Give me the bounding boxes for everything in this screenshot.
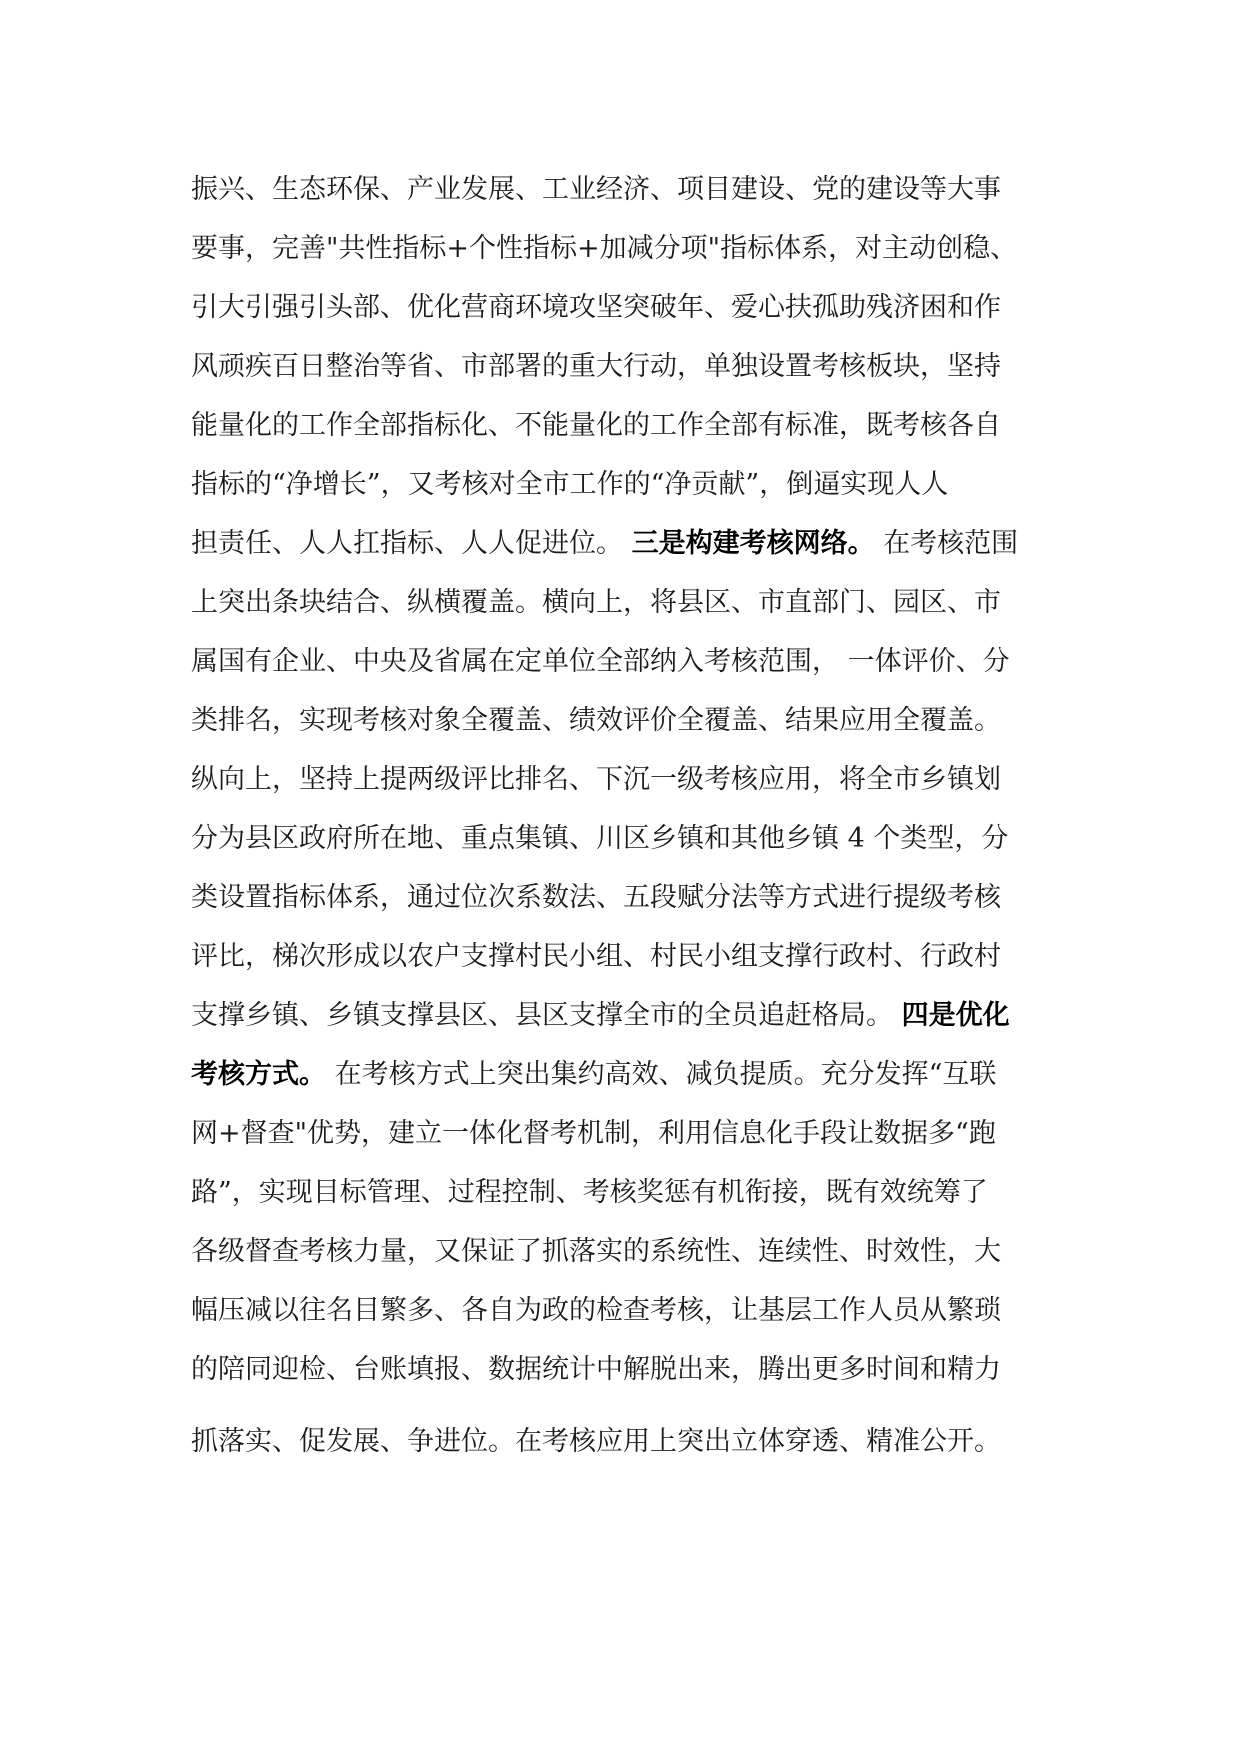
text-line bbox=[191, 219, 1051, 278]
text-line bbox=[191, 337, 1051, 396]
text-segment: 振兴、生态环保、产业发展、工业经济、项目建设、党的建设等大事 bbox=[191, 174, 1001, 205]
text-line bbox=[191, 750, 1051, 809]
text-segment: 抓落实、促发展、争进位。在考核应用上突出立体穿透、精准公开。 bbox=[191, 1426, 1001, 1457]
bold-heading-phrase: 考核方式。 bbox=[191, 1059, 326, 1090]
text-segment: 路”，实现目标管理、过程控制、考核奖惩有机衔接，既有效统筹了 bbox=[191, 1177, 988, 1208]
bold-heading-phrase: 三是构建考核网络。 bbox=[631, 528, 875, 559]
text-line bbox=[191, 1163, 1051, 1222]
text-line bbox=[191, 1281, 1051, 1340]
text-line bbox=[191, 1399, 1051, 1469]
text-segment: 在考核范围 bbox=[874, 528, 1019, 559]
text-segment: 支撑乡镇、乡镇支撑县区、县区支撑全市的全员追赶格局。 bbox=[191, 1000, 902, 1031]
text-segment: 在考核方式上突出集约高效、减负提质。充分发挥“互联 bbox=[326, 1059, 997, 1090]
text-line bbox=[191, 455, 1051, 514]
text-line bbox=[191, 691, 1051, 750]
text-segment: 的陪同迎检、台账填报、数据统计中解脱出来，腾出更多时间和精力 bbox=[191, 1354, 1001, 1385]
text-line bbox=[191, 809, 1051, 868]
text-segment: 引大引强引头部、优化营商环境攻坚突破年、爱心扶孤助残济困和作 bbox=[191, 292, 1001, 323]
text-segment: 网+督查"优势，建立一体化督考机制，利用信息化手段让数据多“跑 bbox=[191, 1118, 996, 1149]
text-segment: 担责任、人人扛指标、人人促进位。 bbox=[191, 528, 632, 559]
text-segment: 幅压减以往名目繁多、各自为政的检查考核，让基层工作人员从繁琐 bbox=[191, 1295, 1001, 1326]
text-line bbox=[191, 632, 1051, 691]
text-segment: 评比，梯次形成以农户支撑村民小组、村民小组支撑行政村、行政村 bbox=[191, 941, 1001, 972]
text-segment: 上突出条块结合、纵横覆盖。横向上，将县区、市直部门、园区、市 bbox=[191, 587, 1001, 618]
text-line bbox=[191, 396, 1051, 455]
text-segment: 纵向上，坚持上提两级评比排名、下沉一级考核应用，将全市乡镇划 bbox=[191, 764, 1001, 795]
text-segment: 属国有企业、中央及省属在定单位全部纳入考核范围， 一体评价、分 bbox=[191, 646, 1010, 677]
text-line bbox=[191, 1045, 1051, 1104]
text-line bbox=[191, 1104, 1051, 1163]
text-line bbox=[191, 573, 1051, 632]
text-line bbox=[191, 160, 1051, 219]
text-line bbox=[191, 868, 1051, 927]
text-segment: 风顽疾百日整治等省、市部署的重大行动，单独设置考核板块，坚持 bbox=[191, 351, 1001, 382]
text-segment: 指标的“净增长”，又考核对全市工作的“净贡献”，倒逼实现人人 bbox=[191, 469, 949, 500]
text-line bbox=[191, 986, 1051, 1045]
body-text bbox=[191, 160, 1051, 1469]
text-segment: 分为县区政府所在地、重点集镇、川区乡镇和其他乡镇 4 个类型，分 bbox=[191, 823, 1009, 854]
text-line bbox=[191, 1222, 1051, 1281]
text-segment: 类设置指标体系，通过位次系数法、五段赋分法等方式进行提级考核 bbox=[191, 882, 1001, 913]
bold-heading-phrase: 四是优化 bbox=[901, 1000, 1010, 1031]
text-segment: 类排名，实现考核对象全覆盖、绩效评价全覆盖、结果应用全覆盖。 bbox=[191, 705, 1001, 736]
text-segment: 各级督查考核力量，又保证了抓落实的系统性、连续性、时效性，大 bbox=[191, 1236, 1001, 1267]
text-line bbox=[191, 278, 1051, 337]
text-line bbox=[191, 1340, 1051, 1399]
text-segment: 能量化的工作全部指标化、不能量化的工作全部有标准，既考核各自 bbox=[191, 410, 1001, 441]
text-line bbox=[191, 514, 1051, 573]
text-segment: 要事，完善"共性指标+个性指标+加减分项"指标体系，对主动创稳、 bbox=[191, 233, 1018, 264]
text-line bbox=[191, 927, 1051, 986]
